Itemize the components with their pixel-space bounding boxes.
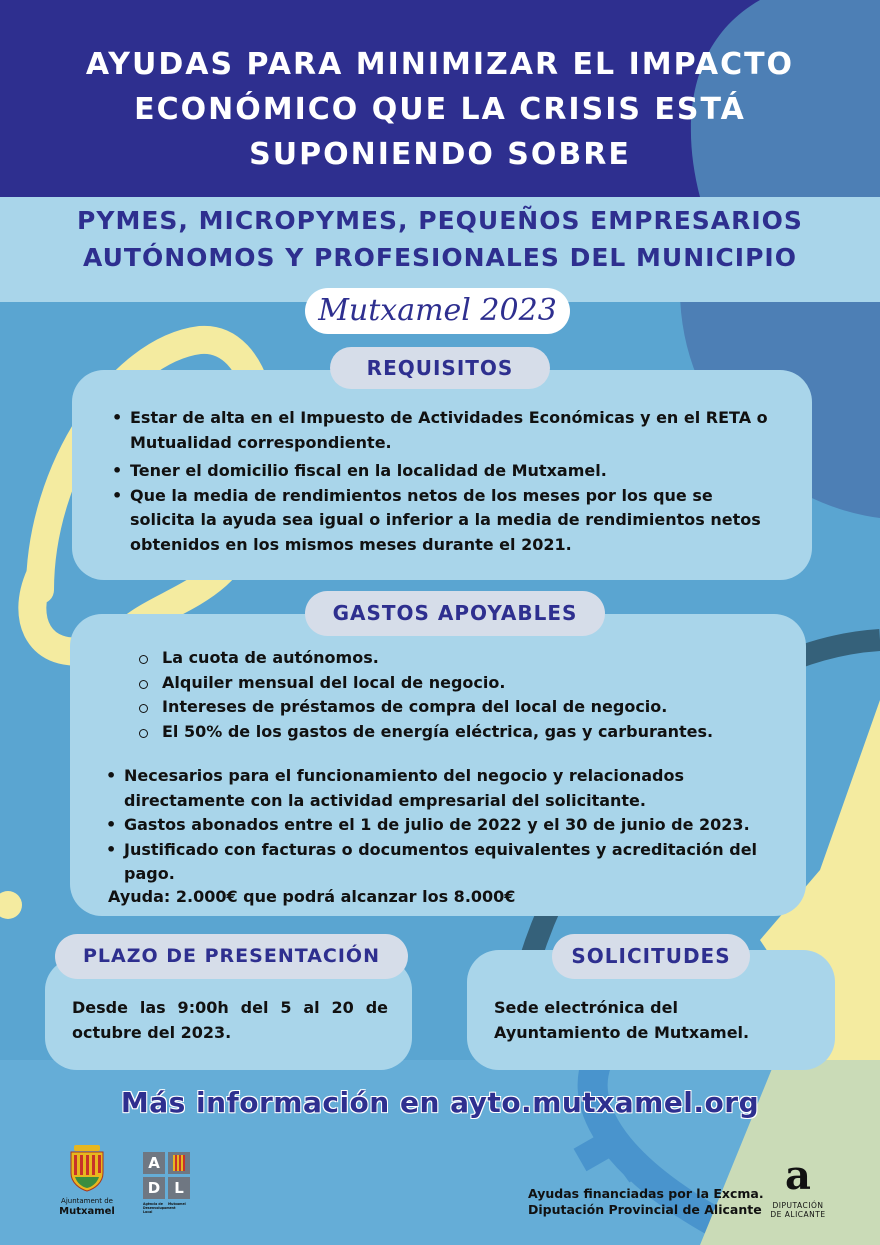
requisitos-card	[72, 370, 812, 580]
adl-caption-left: Agència de Desenvolupament Local	[143, 1202, 176, 1214]
list-item: Intereses de préstamos de compra del local de negocio.	[136, 695, 776, 720]
subtitle	[30, 202, 850, 276]
gastos-sublist	[136, 646, 776, 744]
flag-icon	[168, 1152, 190, 1174]
list-item: Alquiler mensual del local de negocio.	[136, 671, 776, 696]
title-line-3: SUPONIENDO SOBRE	[249, 137, 631, 172]
subtitle-line-1: PYMES, MICROPYMES, PEQUEÑOS EMPRESARIOS	[77, 206, 803, 235]
edition-badge: Mutxamel 2023	[305, 288, 570, 334]
financed-line-1: Ayudas financiadas por la Excma.	[528, 1186, 764, 1201]
diputacion-mark: a	[785, 1152, 811, 1199]
diputacion-caption-1: DIPUTACIÓN	[772, 1201, 824, 1210]
plazo-heading: PLAZO DE PRESENTACIÓN	[55, 934, 408, 979]
adl-logo	[143, 1152, 191, 1216]
adl-letter-l: L	[168, 1177, 190, 1199]
financed-note	[528, 1186, 768, 1218]
list-item: La cuota de autónomos.	[136, 646, 776, 671]
title-line-2: ECONÓMICO QUE LA CRISIS ESTÁ	[134, 92, 746, 127]
solicitudes-text: Sede electrónica del Ayuntamiento de Mutxamel.	[494, 998, 750, 1042]
diputacion-caption-2: DE ALICANTE	[770, 1210, 826, 1219]
list-item: • Estar de alta en el Impuesto de Actividades Económicas y en el RETA o Mutualidad correspondiente.	[112, 406, 772, 455]
adl-letter-a: A	[143, 1152, 165, 1174]
list-item: • Tener el domicilio fiscal en la localidad de Mutxamel.	[112, 459, 772, 484]
ayuntamiento-logo	[58, 1143, 116, 1221]
requisitos-heading: REQUISITOS	[330, 347, 550, 389]
adl-letter-d: D	[143, 1177, 165, 1199]
adl-caption-right: Mutxamel	[168, 1202, 186, 1206]
solicitudes-heading: SOLICITUDES	[552, 934, 750, 979]
diputacion-logo	[765, 1152, 831, 1226]
more-info-link[interactable]: Más información en ayto.mutxamel.org	[120, 1086, 760, 1119]
list-item: • Justificado con facturas o documentos equivalentes y acreditación del pago.	[106, 838, 796, 887]
gastos-card	[70, 614, 806, 916]
requisitos-list	[112, 406, 772, 557]
gastos-heading: GASTOS APOYABLES	[305, 591, 605, 636]
coat-of-arms-icon	[58, 1143, 116, 1193]
list-item: • Gastos abonados entre el 1 de julio de 2022 y el 30 de junio de 2023.	[106, 813, 796, 838]
ayuntamiento-caption-small: Ajuntament de	[61, 1197, 113, 1205]
ayuntamiento-caption: Mutxamel	[59, 1206, 115, 1217]
financed-line-2: Diputación Provincial de Alicante	[528, 1202, 762, 1217]
main-title	[40, 42, 840, 177]
plazo-text: Desde las 9:00h del 5 al 20 de octubre del 2023.	[72, 998, 388, 1042]
list-item: • Que la media de rendimientos netos de los meses por los que se solicita la ayuda sea igual o inferior a la media de rendimientos netos obtenidos en los mismos meses durante el 2021.	[112, 484, 772, 558]
list-item: El 50% de los gastos de energía eléctrica, gas y carburantes.	[136, 720, 776, 745]
gastos-list	[106, 764, 796, 887]
subtitle-line-2: AUTÓNOMOS Y PROFESIONALES DEL MUNICIPIO	[83, 243, 797, 272]
title-line-1: AYUDAS PARA MINIMIZAR EL IMPACTO	[85, 47, 795, 82]
ayuda-amount: Ayuda: 2.000€ que podrá alcanzar los 8.000€	[108, 887, 516, 906]
list-item: • Necesarios para el funcionamiento del negocio y relacionados directamente con la actividad empresarial del solicitante.	[106, 764, 796, 813]
